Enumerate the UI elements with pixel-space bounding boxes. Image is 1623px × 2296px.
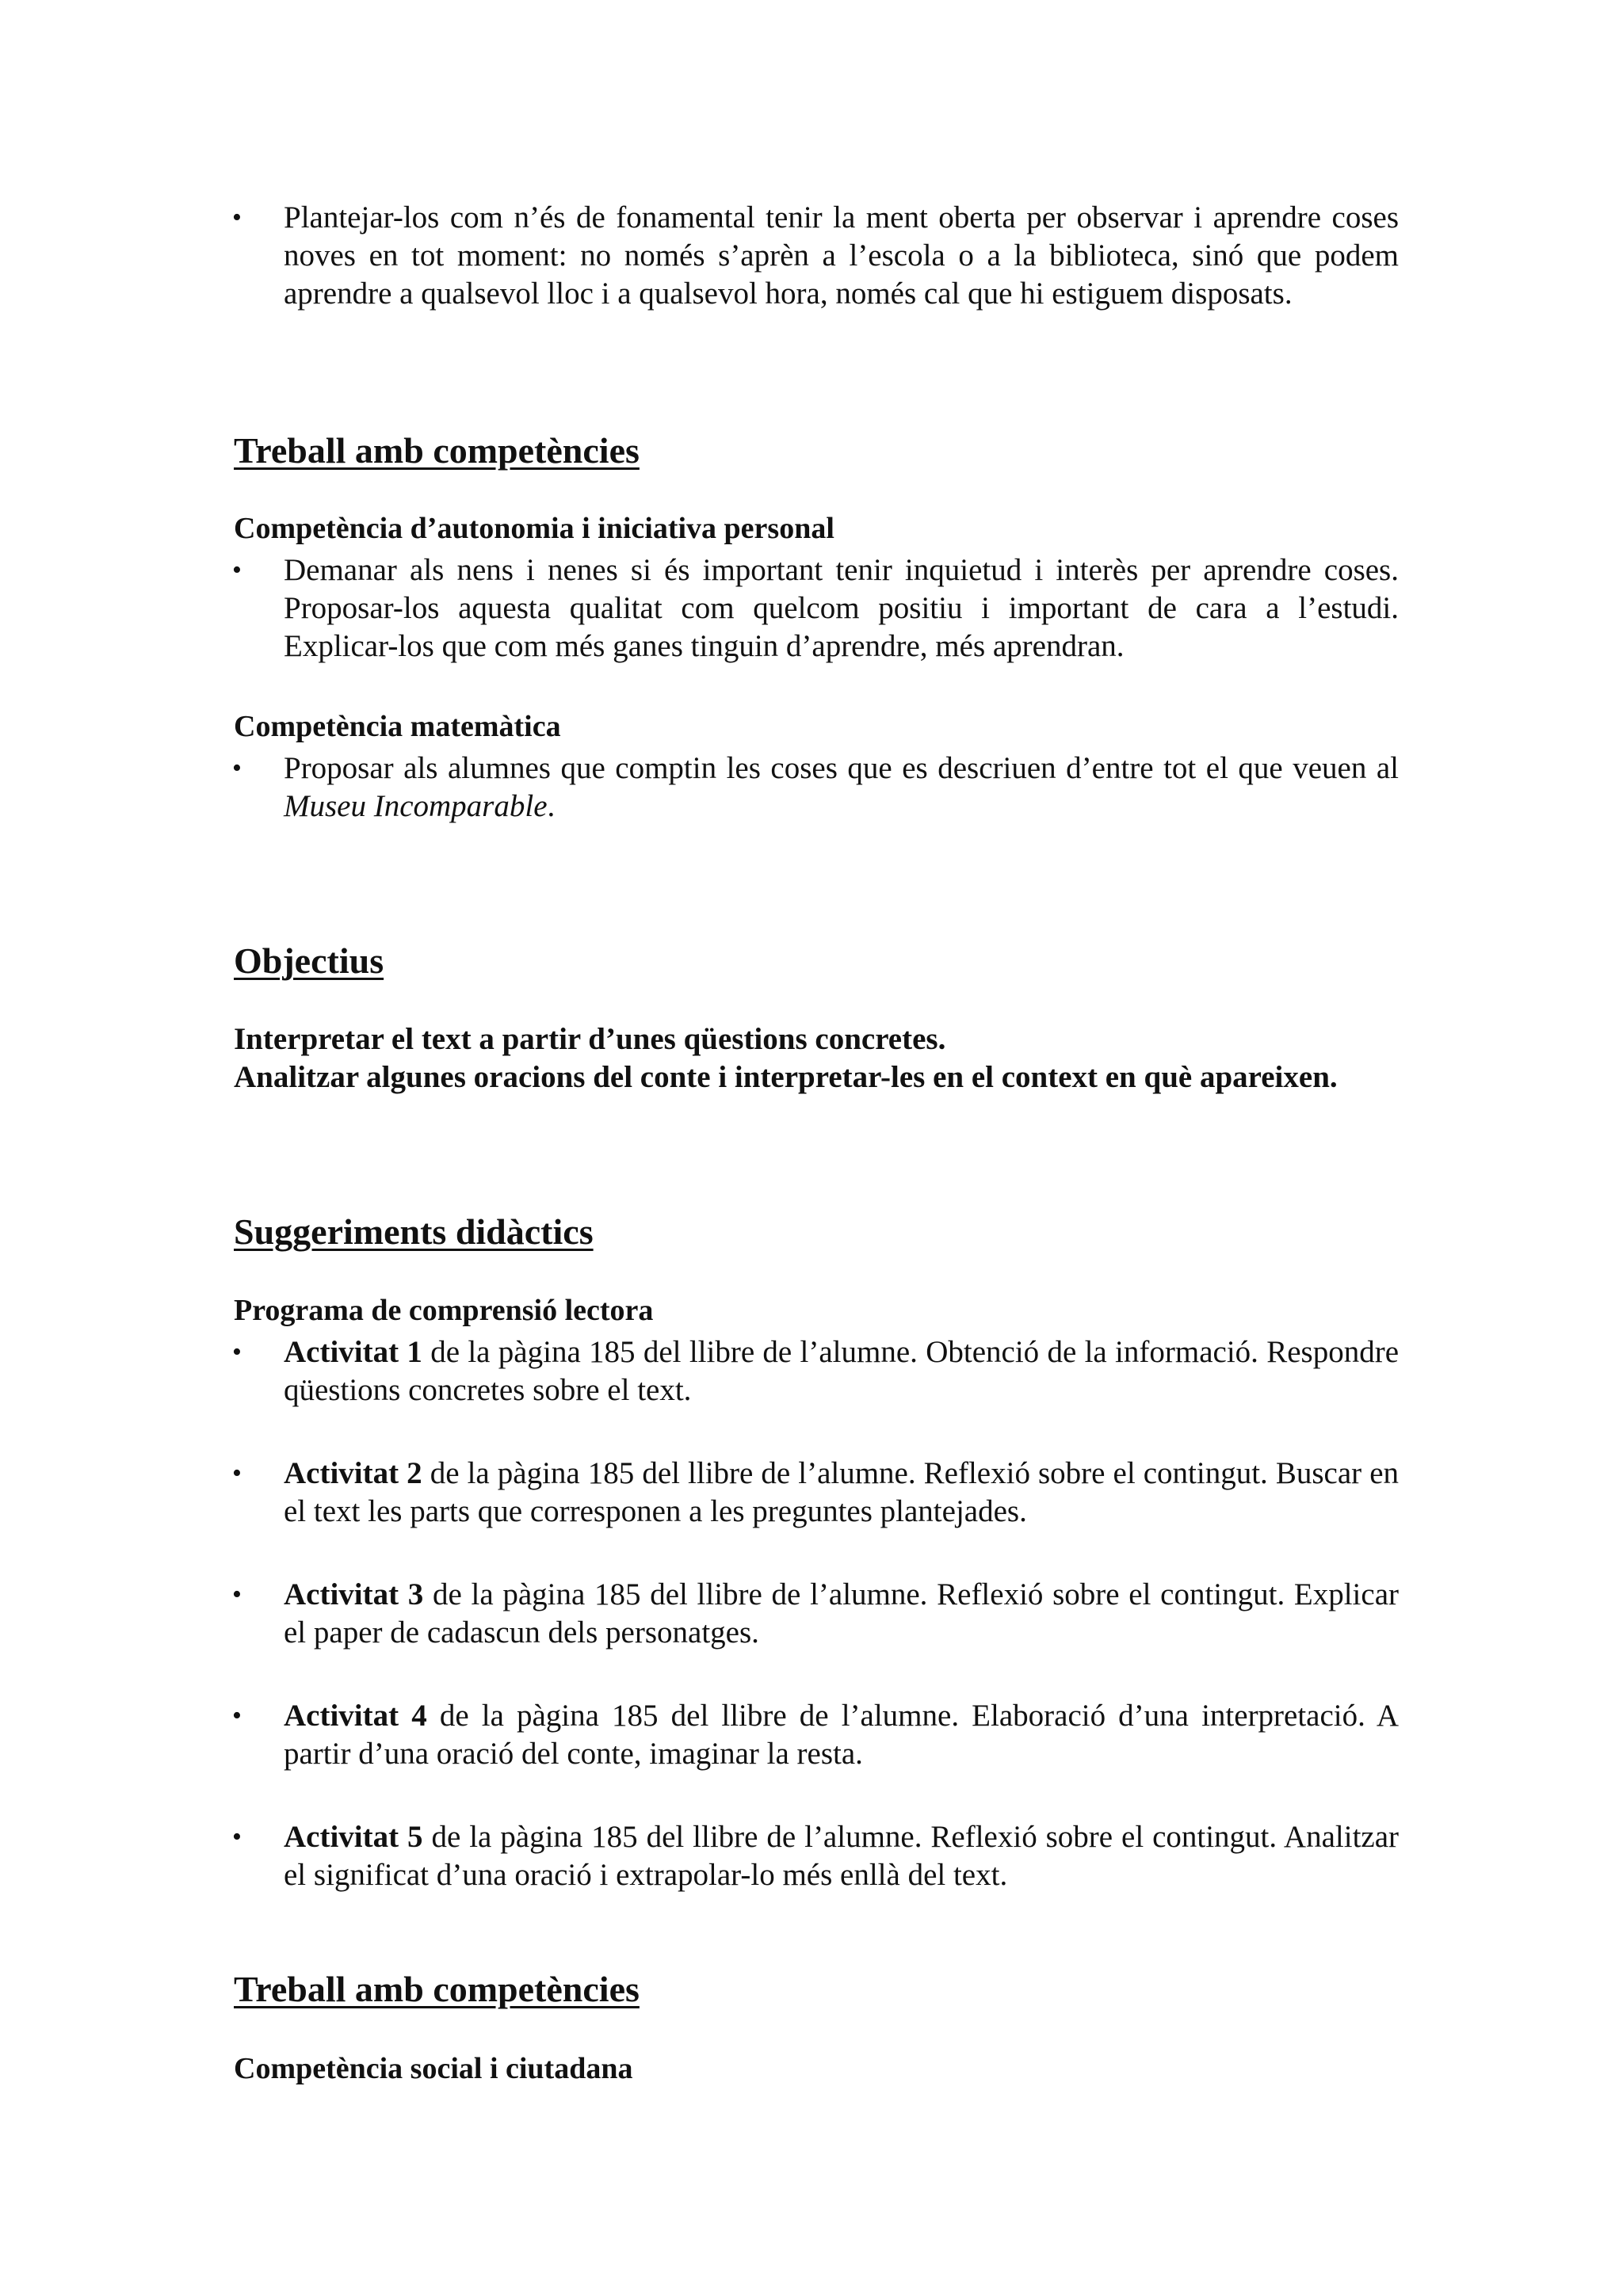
bullet-icon: • <box>232 1337 242 1367</box>
subheading-matematica: Competència matemàtica <box>234 710 561 743</box>
bullet-icon: • <box>232 1701 242 1730</box>
activity-label: Activitat 4 <box>284 1699 427 1733</box>
autonomia-bullet-text: Demanar als nens i nenes si és important tenir inquietud i interès per aprendre coses. Proposar-los aquesta qualitat com quelcom positiu i important de cara a l’estudi. Explicar-los que com més ganes tinguin d’aprendre, més aprendran. <box>284 553 1399 663</box>
matematica-bullet-text: Proposar als alumnes que comptin les coses que es descriuen d’entre tot el que veuen al Museu Incomparable. <box>284 751 1399 823</box>
subheading-autonomia: Competència d’autonomia i iniciativa personal <box>234 512 834 545</box>
section-heading-suggeriments: Suggeriments didàctics <box>234 1211 594 1252</box>
activity-item <box>234 1333 1399 1409</box>
matematica-bullet-item <box>234 749 1399 826</box>
bullet-icon: • <box>232 753 242 783</box>
bullet-icon: • <box>232 555 242 585</box>
museum-title: Museu Incomparable <box>284 789 548 823</box>
activity-item <box>234 1697 1399 1773</box>
section-heading-objectius: Objectius <box>234 940 384 981</box>
autonomia-bullet-item <box>234 551 1399 666</box>
bullet-icon: • <box>232 203 242 232</box>
intro-bullet-item <box>234 199 1399 313</box>
activity-label: Activitat 1 <box>284 1335 422 1369</box>
intro-bullet-text: Plantejar-los com n’és de fonamental tenir la ment oberta per observar i aprendre coses noves en tot moment: no només s’aprèn a l’escola o a la biblioteca, sinó que podem aprendre a qualsevol lloc i a qualsevol hora, només cal que hi estiguem disposats. <box>284 200 1399 311</box>
bullet-icon: • <box>232 1580 242 1609</box>
section-heading-competencies: Treball amb competències <box>234 430 640 471</box>
objectius-line-2: Analitzar algunes oracions del conte i interpretar-les en el context en què apareixen. <box>234 1060 1338 1094</box>
objectius-line-1: Interpretar el text a partir d’unes qüestions concretes. <box>234 1022 946 1056</box>
activity-item <box>234 1818 1399 1894</box>
activity-label: Activitat 2 <box>284 1456 422 1490</box>
activity-label: Activitat 5 <box>284 1820 423 1854</box>
activity-text: Activitat 1 de la pàgina 185 del llibre de l’alumne. Obtenció de la informació. Respondre qüestions concretes sobre el text. <box>284 1335 1400 1407</box>
subheading-programa: Programa de comprensió lectora <box>234 1294 654 1327</box>
activity-item <box>234 1576 1399 1652</box>
activity-text: Activitat 5 de la pàgina 185 del llibre de l’alumne. Reflexió sobre el contingut. Analitzar el significat d’una oració i extrapolar-lo més enllà del text. <box>284 1820 1400 1892</box>
activity-item <box>234 1455 1399 1531</box>
activity-text: Activitat 2 de la pàgina 185 del llibre de l’alumne. Reflexió sobre el contingut. Buscar en el text les parts que corresponen a les preguntes plantejades. <box>284 1456 1400 1528</box>
bullet-icon: • <box>232 1822 242 1852</box>
activity-text: Activitat 4 de la pàgina 185 del llibre de l’alumne. Elaboració d’una interpretació. A partir d’una oració del conte, imaginar la resta. <box>284 1699 1400 1771</box>
section-heading-competencies-2: Treball amb competències <box>234 1969 640 2009</box>
bullet-icon: • <box>232 1459 242 1488</box>
activity-text: Activitat 3 de la pàgina 185 del llibre de l’alumne. Reflexió sobre el contingut. Explicar el paper de cadascun dels personatges. <box>284 1577 1399 1650</box>
subheading-social: Competència social i ciutadana <box>234 2052 633 2085</box>
activity-label: Activitat 3 <box>284 1577 424 1611</box>
